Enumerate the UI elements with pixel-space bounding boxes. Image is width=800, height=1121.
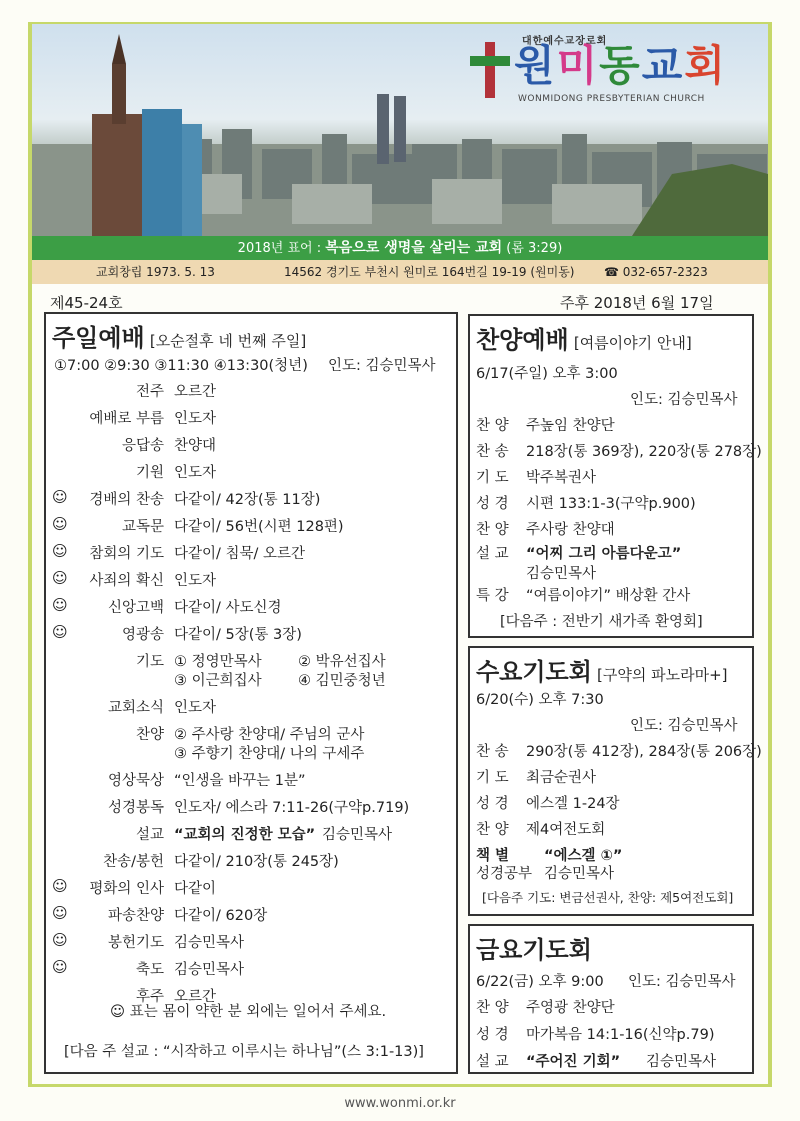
order-value: 인도자 (174, 465, 217, 481)
sunday-worship-section (44, 312, 458, 1074)
prayer-item: ① 정영만목사 (174, 654, 262, 670)
section-subtitle: [여름이야기 안내] (573, 334, 692, 352)
wednesday-prayer-section (468, 646, 762, 916)
leader: 인도: 김승민목사 (630, 718, 738, 734)
row-label: 찬 양 (476, 522, 509, 538)
leader: 인도: 김승민목사 (628, 974, 736, 990)
standing-icon: ☺ (52, 958, 68, 976)
order-label: 참회의 기도 (89, 546, 164, 562)
order-value: 김승민목사 (174, 935, 245, 951)
row-label: 찬 양 (476, 822, 509, 838)
prayer-item: ③ 이근희집사 (174, 673, 262, 689)
service-times: ①7:00 ②9:30 ③11:30 ④13:30(청년) (54, 358, 308, 374)
sermon-title: “어찌 그리 아름다운고” (526, 546, 682, 562)
row-label: 찬 송 (476, 744, 509, 760)
order-label: 경배의 찬송 (89, 492, 164, 508)
order-label: 성경봉독 (107, 800, 164, 816)
row-value: 218장(통 369장), 220장(통 278장) (526, 444, 762, 460)
book-label: 책 별 (476, 848, 510, 864)
order-label: 찬송/봉헌 (103, 854, 164, 870)
order-label: 교독문 (121, 519, 164, 535)
denomination-label: 대한예수교장로회 (522, 36, 608, 47)
sermon-title: “주어진 기회” (526, 1054, 621, 1070)
cross-icon (470, 42, 510, 98)
order-value: 찬양대 (174, 438, 217, 454)
order-label: 파송찬양 (107, 908, 164, 924)
sermon-label: 설 교 (476, 546, 509, 562)
founded-date: 교회창립 1973. 5. 13 (96, 265, 215, 279)
order-label: 기원 (135, 465, 164, 481)
order-label: 사죄의 확신 (89, 573, 164, 589)
order-label: 봉헌기도 (107, 935, 164, 951)
order-label: 응답송 (121, 438, 164, 454)
prayer-item: ④ 김민중청년 (298, 673, 386, 689)
order-value: 오르간 (174, 384, 217, 400)
section-title: 금요기도회 (476, 936, 592, 964)
row-value: 주사랑 찬양대 (526, 522, 615, 538)
order-label: 예배로 부름 (89, 411, 164, 427)
row-value: 에스겔 1-24장 (526, 796, 620, 812)
standing-icon: ☺ (52, 931, 68, 949)
next-sermon: [다음 주 설교 : “시작하고 이루시는 하나님”(스 3:1-13)] (64, 1044, 424, 1060)
sermon-preacher: 김승민목사 (322, 827, 393, 843)
standing-icon: ☺ (52, 488, 68, 506)
row-label: 성 경 (476, 1027, 509, 1043)
sermon-title: “교회의 진정한 모습” (174, 827, 316, 843)
section-title: 찬양예배 (476, 326, 569, 354)
issue-date: 주후 2018년 6월 17일 (560, 294, 714, 312)
order-value: 인도자/ 에스라 7:11-26(구약p.719) (174, 800, 410, 816)
special-lecture: “여름이야기” 배상환 간사 (526, 588, 691, 604)
section-subtitle: [오순절후 네 번째 주일] (149, 332, 307, 350)
special-label: 특 강 (476, 588, 509, 604)
row-label: 찬 양 (476, 1000, 509, 1016)
sermon-label: 설 교 (476, 1054, 509, 1070)
row-value: 제4여전도회 (526, 822, 606, 838)
order-value: 오르간 (174, 989, 217, 1005)
service-time: 6/22(금) 오후 9:00 (476, 974, 604, 990)
church-address: 14562 경기도 부천시 원미로 164번길 19-19 (원미동) (284, 265, 575, 279)
church-phone: ☎ 032-657-2323 (604, 265, 708, 279)
order-label: 기도 (135, 654, 164, 670)
standing-icon: ☺ (52, 596, 68, 614)
order-label: 찬양 (135, 727, 164, 743)
next-week: [다음주 기도: 변금선권사, 찬양: 제5여전도회] (482, 890, 734, 905)
row-value: 290장(통 412장), 284장(통 206장) (526, 744, 762, 760)
order-value: 인도자 (174, 411, 217, 427)
order-value: 김승민목사 (174, 962, 245, 978)
friday-prayer-section (468, 924, 754, 1074)
service-time: 6/20(수) 오후 7:30 (476, 692, 604, 708)
church-name: 원미동교회 (514, 41, 727, 90)
standing-icon: ☺ (52, 515, 68, 533)
order-value: 다같이/ 620장 (174, 908, 268, 924)
standing-note: ☺ 표는 몸이 약한 분 외에는 일어서 주세요. (110, 1004, 387, 1020)
study-label: 성경공부 (476, 866, 533, 882)
motto-text: 복음으로 생명을 살리는 교회 (325, 240, 503, 256)
order-value: 다같이/ 42장(통 11장) (174, 492, 321, 508)
row-label: 성 경 (476, 496, 509, 512)
order-label: 축도 (135, 962, 164, 978)
row-label: 성 경 (476, 796, 509, 812)
row-label: 찬 송 (476, 444, 509, 460)
section-subtitle: [구약의 파노라마+] (597, 666, 728, 684)
issue-number: 제45-24호 (50, 294, 123, 312)
order-value: 다같이/ 210장(통 245장) (174, 854, 339, 870)
order-value: 인도자 (174, 573, 217, 589)
order-label: 후주 (135, 989, 164, 1005)
order-label: 전주 (135, 384, 164, 400)
order-value: 인도자 (174, 700, 217, 716)
choir-item: ③ 주향기 찬양대/ 나의 구세주 (174, 746, 365, 762)
row-value: 마가복음 14:1-16(신약p.79) (526, 1027, 715, 1043)
standing-icon: ☺ (52, 542, 68, 560)
row-value: 주높임 찬양단 (526, 418, 615, 434)
motto-bar: 2018년 표어 : 복음으로 생명을 살리는 교회 (롬 3:29) (32, 236, 768, 260)
study-leader: 김승민목사 (544, 866, 615, 882)
row-value: 최금순권사 (526, 770, 597, 786)
prayer-item: ② 박유선집사 (298, 654, 386, 670)
order-value: “인생을 바꾸는 1분” (174, 773, 306, 789)
praise-worship-section (468, 314, 762, 638)
row-label: 기 도 (476, 770, 509, 786)
standing-icon: ☺ (52, 623, 68, 641)
standing-icon: ☺ (52, 569, 68, 587)
section-title: 수요기도회 (476, 658, 592, 686)
church-logo (470, 38, 730, 108)
service-time: 6/17(주일) 오후 3:00 (476, 366, 618, 382)
order-value: 다같이/ 56번(시편 128편) (174, 519, 344, 535)
standing-icon: ☺ (52, 877, 68, 895)
order-value: 다같이 (174, 881, 217, 897)
standing-icon: ☺ (52, 904, 68, 922)
order-label: 신앙고백 (107, 600, 164, 616)
church-name-english: WONMIDONG PRESBYTERIAN CHURCH (518, 94, 705, 104)
order-label: 설교 (135, 827, 164, 843)
website-url: www.wonmi.or.kr (344, 1096, 456, 1111)
section-title: 주일예배 (52, 324, 145, 352)
contact-bar (32, 260, 768, 284)
row-value: 주영광 찬양단 (526, 1000, 615, 1016)
row-label: 찬 양 (476, 418, 509, 434)
order-label: 영광송 (121, 627, 164, 643)
sermon-preacher: 김승민목사 (646, 1054, 717, 1070)
row-value: 시편 133:1-3(구약p.900) (526, 496, 696, 512)
row-value: 박주복권사 (526, 470, 597, 486)
leader: 인도: 김승민목사 (630, 392, 738, 408)
leader: 인도: 김승민목사 (328, 358, 436, 374)
sermon-preacher: 김승민목사 (526, 566, 597, 582)
choir-item: ② 주사랑 찬양대/ 주님의 군사 (174, 727, 365, 743)
order-value: 다같이/ 침묵/ 오르간 (174, 546, 306, 562)
next-week: [다음주 : 전반기 새가족 환영회] (500, 614, 703, 630)
order-value: 다같이/ 5장(통 3장) (174, 627, 302, 643)
order-label: 교회소식 (107, 700, 164, 716)
order-label: 평화의 인사 (89, 881, 164, 897)
order-value: 다같이/ 사도신경 (174, 600, 282, 616)
row-label: 기 도 (476, 470, 509, 486)
book-title: “에스겔 ①” (544, 848, 623, 864)
order-label: 영상묵상 (107, 773, 164, 789)
